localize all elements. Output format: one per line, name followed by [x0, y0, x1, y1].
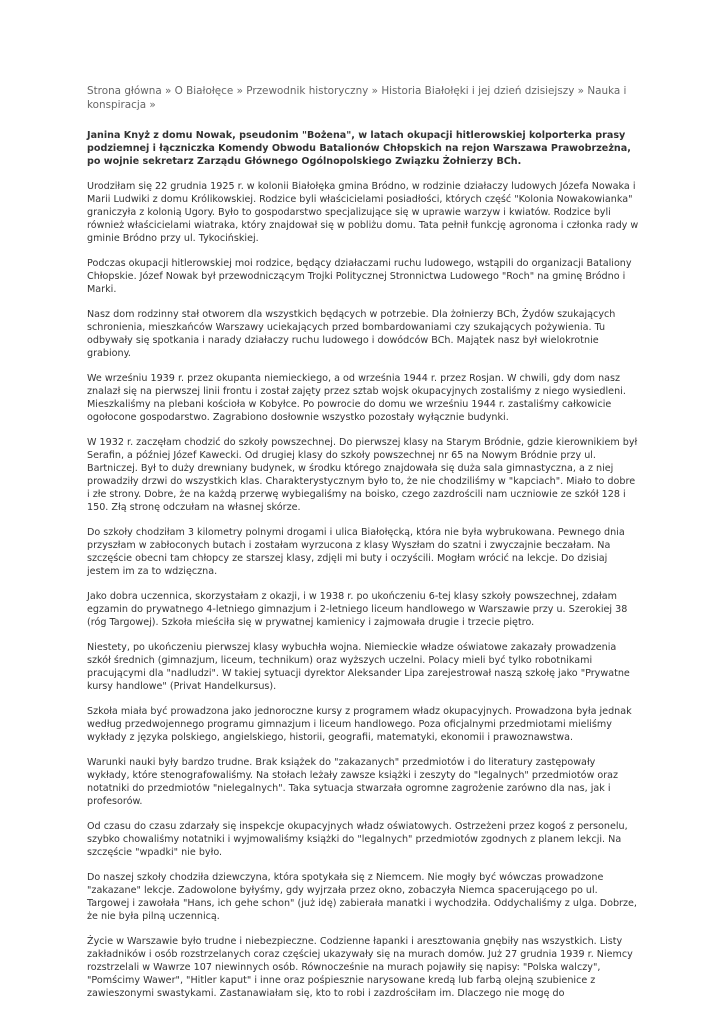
paragraph-11: Od czasu do czasu zdarzały się inspekcje okupacyjnych władz oświatowych. Ostrzeżeni przez kogoś z personelu, szybko chowaliśmy notatniki i wyjmowaliśmy książki do "legalnych" przedmiotów zgodnych z planem lekcji. Na szczęście "wpadki" nie było. [87, 821, 628, 858]
document-page [87, 84, 640, 1012]
paragraph-7: Jako dobra uczennica, skorzystałam z okazji, i w 1938 r. po ukończeniu 6-tej klasy szkoły powszechnej, zdałam egzamin do prywatnego 4-letniego gimnazjum i 2-letniego liceum handlowego w Warszawie przy u. Szerokiej 38 (róg Targowej). Szkoła mieściła się w prywatnej kamienicy i zajmowała drugie i trzecie piętro. [87, 591, 628, 628]
breadcrumb-historia-link[interactable]: Historia Białołęki i jej dzień dzisiejszy [381, 85, 575, 97]
paragraph-2: Podczas okupacji hitlerowskiej moi rodzice, będący działaczami ruchu ludowego, wstąpili do organizacji Bataliony Chłopskie. Józef Nowak był przewodniczącym Trojki Politycznej Stronnictwa Ludowego "Roch" na gminę Bródno i Marki. [87, 258, 632, 295]
paragraph-4: We wrześniu 1939 r. przez okupanta niemieckiego, a od września 1944 r. przez Rosjan. W chwili, gdy dom nasz znalazł się na pierwszej linii frontu i został zajęty przez sztab wojsk okupacyjnych zostaliśmy z niego wysiedleni. Mieszkaliśmy na plebani kościoła w Kobyłce. Po powrocie do domu we wrześniu 1944 r. zastaliśmy całkowicie ogołocone gospodarstwo. Zagrabiono dosłownie wszystko pozostały wyłącznie budynki. [87, 373, 626, 423]
breadcrumb-separator: » [574, 85, 588, 97]
breadcrumb-home-link[interactable]: Strona główna [87, 85, 162, 97]
breadcrumb-separator: » [233, 85, 247, 97]
paragraph-12: Do naszej szkoły chodziła dziewczyna, która spotykała się z Niemcem. Nie mogły być wówczas prowadzone "zakazane" lekcje. Zadowolone byłyśmy, gdy wyjrzała przez okno, zobaczyła Niemca spacerującego po ul. Targowej i zawołała "Hans, ich gehe schon" (już idę) zabierała manatki i wychodziła. Oddychaliśmy z ulga. Dobrze, że nie była pilną uczennicą. [87, 872, 637, 922]
breadcrumb-separator: » [146, 99, 156, 111]
breadcrumb-przewodnik-link[interactable]: Przewodnik historyczny [246, 85, 369, 97]
paragraph-6: Do szkoły chodziłam 3 kilometry polnymi drogami i ulica Białołęcką, która nie była wybrukowana. Pewnego dnia przyszłam w zabłoconych butach i zostałam wyrzucona z klasy Wyszłam do szatni i zwyczajnie beczałam. Na szczęście obecni tam chłopcy ze starszej klasy, zdjęli mi buty i oczyścili. Mogłam wrócić na lekcje. Do dzisiaj jestem im za to wdzięczna. [87, 527, 625, 577]
paragraph-3: Nasz dom rodzinny stał otworem dla wszystkich będących w potrzebie. Dla żołnierzy BCh, Żydów szukających schronienia, mieszkańców Warszawy uciekających przed bombardowaniami czy szukających pożywienia. Tu odbywały się spotkania i narady działaczy ruchu ludowego i dowódców BCh. Majątek nasz był wielokrotnie grabiony. [87, 309, 616, 359]
article-body [87, 180, 640, 1000]
breadcrumb-nauka-link[interactable]: Nauka i konspiracja [87, 85, 627, 111]
paragraph-9: Szkoła miała być prowadzona jako jednoroczne kursy z programem władz okupacyjnych. Prowadzona była jednak według przedwojennego programu gimnazjum i liceum handlowego. Poza oficjalnymi przedmiotami mieliśmy wykłady z języka polskiego, angielskiego, historii, geografii, matematyki, ekonomii i prawoznawstwa. [87, 706, 632, 743]
breadcrumb-separator: » [368, 85, 382, 97]
paragraph-5: W 1932 r. zaczęłam chodzić do szkoły powszechnej. Do pierwszej klasy na Starym Bródnie, gdzie kierownikiem był Serafin, a później Józef Kawecki. Od drugiej klasy do szkoły powszechnej nr 65 na Nowym Bródnie przy ul. Bartniczej. Był to duży drewniany budynek, w środku którego znajdowała się duża sala gimnastyczna, a z niej prowadziły drzwi do wszystkich klas. Charakterystycznym było to, że nie chodziliśmy w "kapciach". Miało to dobre i złe strony. Dobre, że na każdą przerwę wybiegaliśmy na boisko, czego zazdrościli nam uczniowie ze szkół 128 i 150. Złą stronę odczułam na własnej skórze. [87, 437, 638, 513]
paragraph-8: Niestety, po ukończeniu pierwszej klasy wybuchła wojna. Niemieckie władze oświatowe zakazały prowadzenia szkół średnich (gimnazjum, liceum, technikum) oraz wyższych uczelni. Polacy mieli być tylko robotnikami pracującymi dla "nadludzi". W takiej sytuacji dyrektor Aleksander Lipa zarejestrował naszą szkołę jako "Prywatne kursy handlowe" (Privat Handelkursus). [87, 642, 630, 692]
paragraph-10: Warunki nauki były bardzo trudne. Brak książek do "zakazanych" przedmiotów i do literatury zastępowały wykłady, które stenografowaliśmy. Na stołach leżały zawsze książki i zeszyty do "legalnych" przedmiotów oraz notatniki do przedmiotów "nielegalnych". Taka sytuacja stwarzała ogromne zagrożenie zarówno dla nas, jak i profesorów. [87, 757, 619, 807]
paragraph-13: Życie w Warszawie było trudne i niebezpieczne. Codzienne łapanki i aresztowania gnębiły nas wszystkich. Listy zakładników i osób rozstrzelanych coraz częściej ukazywały się na murach domów. Już 27 grudnia 1939 r. Niemcy rozstrzelali w Wawrze 107 niewinnych osób. Równocześnie na murach pojawiły się napisy: "Polska walczy", "Pomścimy Wawer", "Hitler kaput" i inne oraz pośpiesznie narysowane kredą lub farbą olejną szubienice z zawieszonymi swastykami. Zastanawiałam się, kto to robi i zazdrościłam im. Dlaczego nie mogę do [87, 936, 633, 999]
paragraph-1: Urodziłam się 22 grudnia 1925 r. w kolonii Białołęka gmina Bródno, w rodzinie działaczy ludowych Józefa Nowaka i Marii Ludwiki z domu Królikowskiej. Rodzice byli właścicielami posiadłości, których część "Kolonia Nowakowianka" graniczyła z kolonią Ugory. Było to gospodarstwo specjalizujące się w uprawie warzyw i kwiatów. Rodzice byli również właścicielami wiatraka, który znajdował się w pobliżu domu. Tata pełnił funkcję agronoma i członka rady w gminie Bródno przy ul. Tykocińskiej. [87, 181, 639, 244]
breadcrumb-o-bialolece-link[interactable]: O Białołęce [174, 85, 234, 97]
article-intro: Janina Knyż z domu Nowak, pseudonim "Bożena", w latach okupacji hitlerowskiej kolporterka prasy podziemnej i łączniczka Komendy Obwodu Batalionów Chłopskich na rejon Warszawa Prawobrzeżna, po wojnie sekretarz Zarządu Głównego Ogólnopolskiego Związku Żołnierzy BCh. [87, 130, 631, 167]
breadcrumb [87, 84, 640, 112]
breadcrumb-separator: » [161, 85, 175, 97]
